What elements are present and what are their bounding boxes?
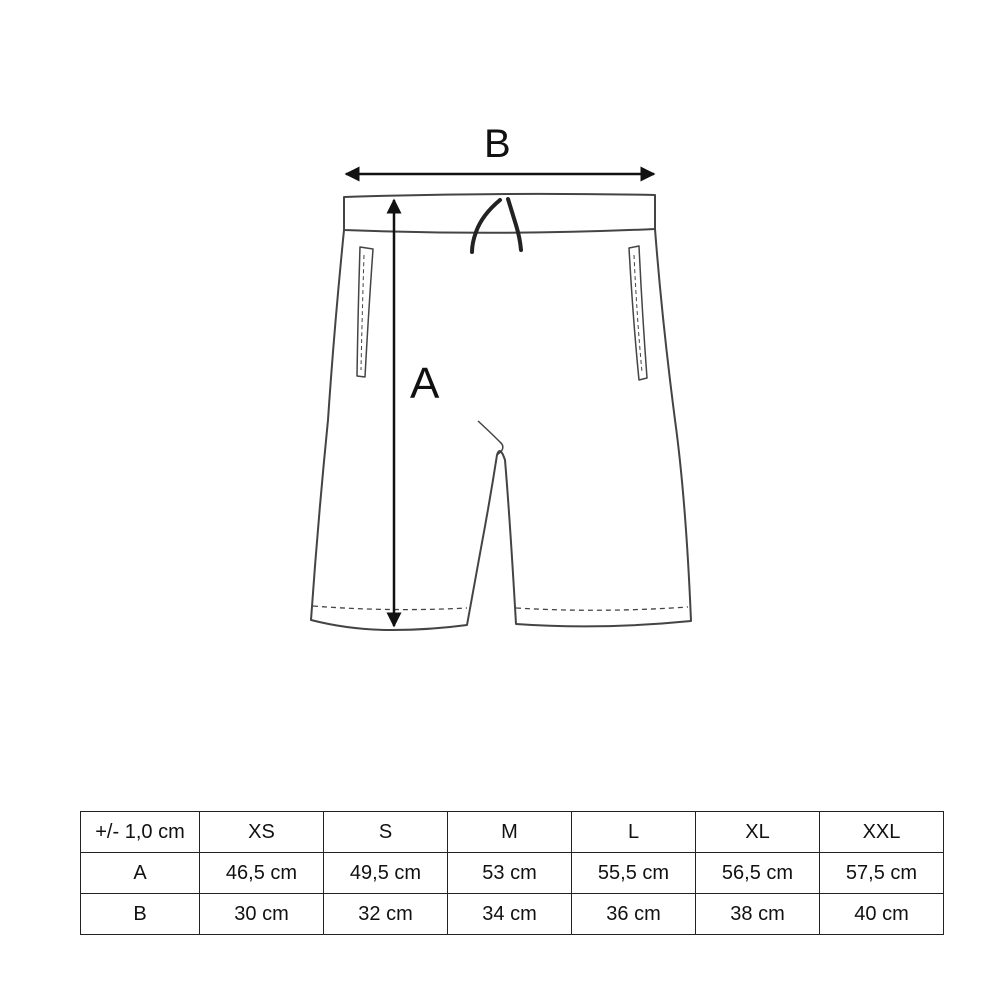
table-cell: B [81,894,200,935]
table-cell: M [448,812,572,853]
crotch-seam [478,421,503,455]
table-row [81,894,944,935]
left-pocket [357,247,373,377]
table-cell: XS [200,812,324,853]
table-cell: 46,5 cm [200,853,324,894]
table-cell: A [81,853,200,894]
table-header-row [81,812,944,853]
dimension-label-b: B [484,122,511,166]
table-cell: L [572,812,696,853]
dimension-label-a: A [410,359,440,408]
table-cell: 53 cm [448,853,572,894]
drawcord [472,199,521,252]
table-cell: S [324,812,448,853]
right-hem-stitch [516,607,688,610]
table-cell: 34 cm [448,894,572,935]
right-pocket [629,246,647,380]
table-cell: 32 cm [324,894,448,935]
size-chart-table [80,811,944,935]
table-cell: 56,5 cm [696,853,820,894]
shorts-body [311,229,691,630]
table-cell: 38 cm [696,894,820,935]
table-cell: 36 cm [572,894,696,935]
table-row [81,853,944,894]
table-cell: 30 cm [200,894,324,935]
left-hem-stitch [313,606,467,610]
table-cell: 40 cm [820,894,944,935]
table-cell: 55,5 cm [572,853,696,894]
table-cell: XL [696,812,820,853]
left-pocket-stitch [361,255,364,370]
table-cell: 49,5 cm [324,853,448,894]
table-cell: +/- 1,0 cm [81,812,200,853]
shorts-outline [311,194,691,630]
table-cell: 57,5 cm [820,853,944,894]
table-cell: XXL [820,812,944,853]
